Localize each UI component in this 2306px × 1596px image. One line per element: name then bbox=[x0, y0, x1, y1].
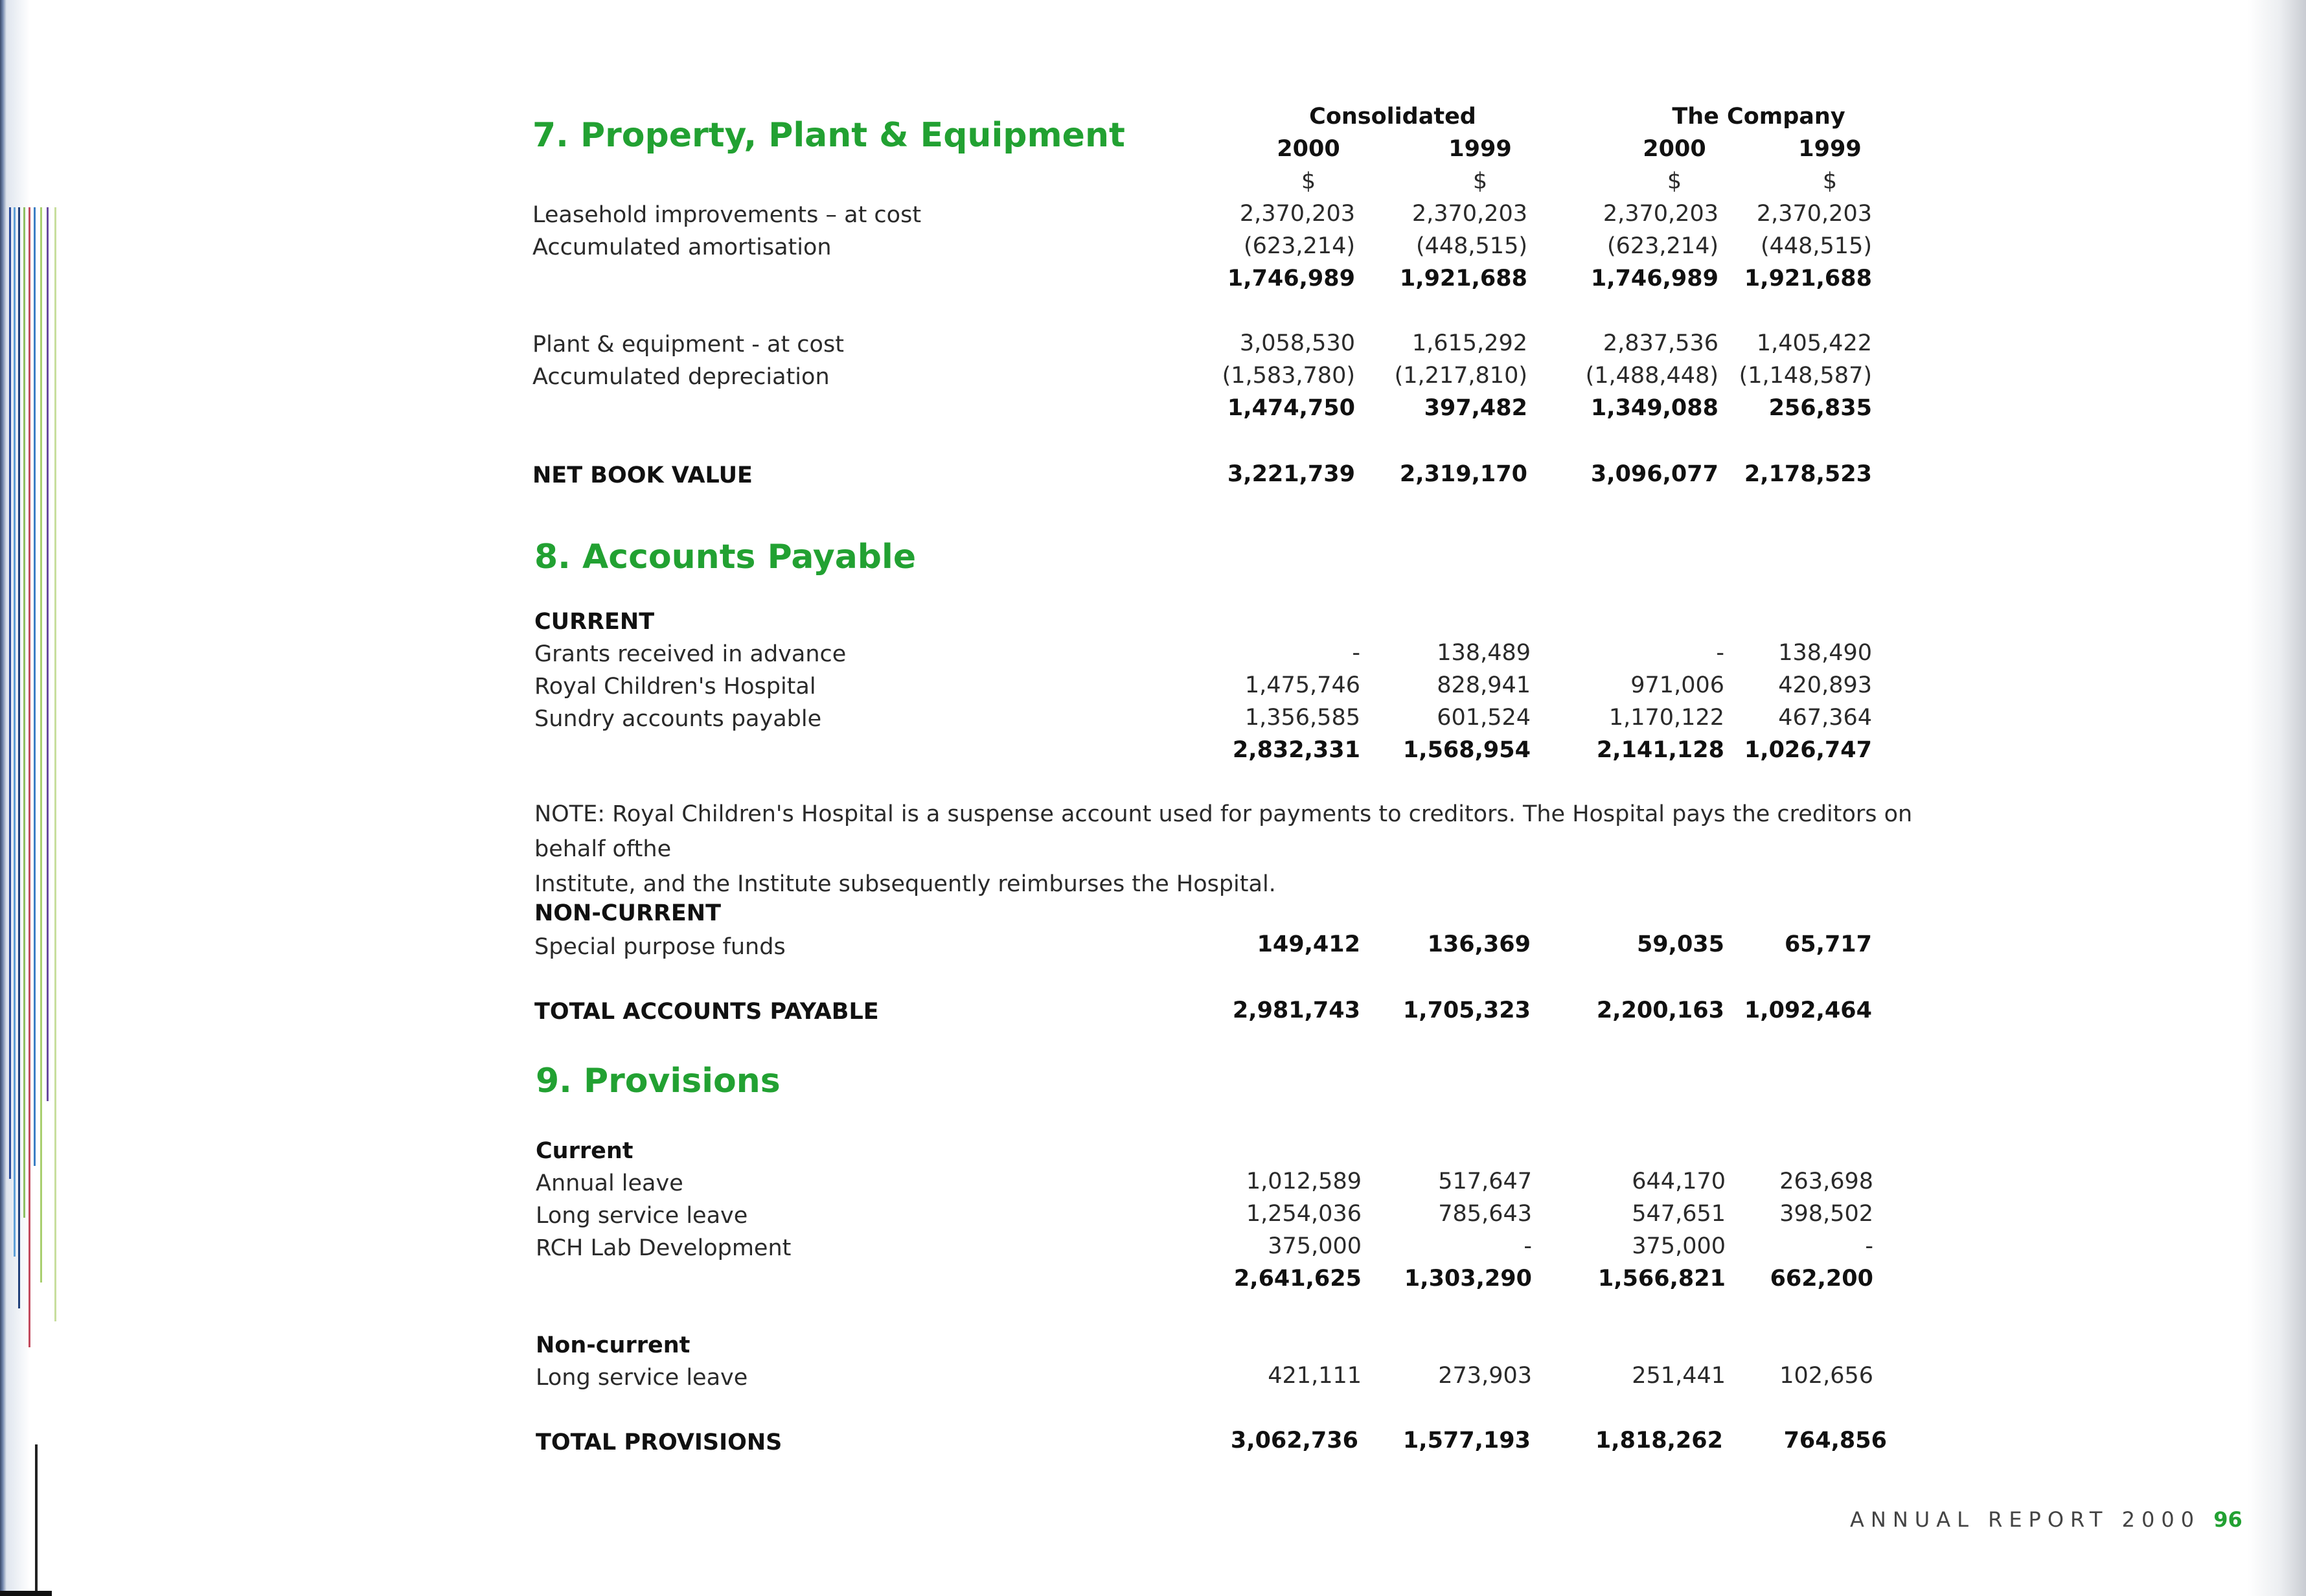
cell-consolidated-1999: - bbox=[1524, 1233, 1532, 1259]
header-consolidated: Consolidated bbox=[1309, 104, 1476, 130]
row-label: Grants received in advance bbox=[534, 641, 847, 667]
cell-consolidated-1999: 1,705,323 bbox=[1402, 998, 1531, 1023]
cell-company-2000: 1,566,821 bbox=[1597, 1266, 1726, 1292]
row-label: Long service leave bbox=[536, 1203, 748, 1229]
cell-consolidated-2000: - bbox=[1352, 640, 1360, 666]
cell-company-1999: 1,026,747 bbox=[1744, 737, 1872, 763]
note-line: NOTE: Royal Children's Hospital is a suspense account used for payments to creditors. The Hospital pays the creditors on behalf ofthe bbox=[534, 801, 1913, 862]
cell-company-1999: 1,405,422 bbox=[1756, 330, 1872, 356]
cell-company-1999: (1,148,587) bbox=[1739, 363, 1872, 389]
header-company-2000: 2000 bbox=[1643, 136, 1706, 162]
row-label: Sundry accounts payable bbox=[534, 706, 822, 732]
cell-company-2000: 1,746,989 bbox=[1590, 266, 1718, 291]
row-label: Leasehold improvements – at cost bbox=[532, 202, 922, 228]
currency-symbol: $ bbox=[1301, 168, 1316, 194]
cell-consolidated-1999: 1,568,954 bbox=[1402, 737, 1531, 763]
row-label: TOTAL ACCOUNTS PAYABLE bbox=[534, 999, 879, 1025]
cell-consolidated-2000: 2,370,203 bbox=[1239, 201, 1355, 227]
footer-text: ANNUAL REPORT 2000 bbox=[1850, 1507, 2201, 1532]
cell-company-1999: 102,656 bbox=[1779, 1363, 1873, 1389]
cell-company-2000: (1,488,448) bbox=[1585, 363, 1718, 389]
cell-consolidated-1999: 273,903 bbox=[1438, 1363, 1532, 1389]
cell-consolidated-2000: 375,000 bbox=[1268, 1233, 1362, 1259]
cell-company-2000: 2,200,163 bbox=[1596, 998, 1724, 1023]
cell-consolidated-2000: 3,221,739 bbox=[1227, 461, 1355, 487]
row-label: Accumulated depreciation bbox=[532, 364, 830, 390]
cell-consolidated-1999: 785,643 bbox=[1438, 1201, 1532, 1227]
page-footer bbox=[1850, 1509, 2243, 1530]
cell-company-2000: 2,837,536 bbox=[1603, 330, 1718, 356]
row-label: TOTAL PROVISIONS bbox=[536, 1430, 782, 1455]
row-label: Plant & equipment - at cost bbox=[532, 332, 844, 358]
cell-company-2000: 2,141,128 bbox=[1596, 737, 1724, 763]
section-8-title: 8. Accounts Payable bbox=[534, 538, 917, 576]
row-label: Long service leave bbox=[536, 1365, 748, 1391]
cell-company-1999: 398,502 bbox=[1779, 1201, 1873, 1227]
cell-company-2000: 3,096,077 bbox=[1590, 461, 1718, 487]
subsection-label: NON-CURRENT bbox=[534, 900, 721, 926]
cell-company-1999: 764,856 bbox=[1783, 1428, 1887, 1454]
cell-company-2000: 2,370,203 bbox=[1603, 201, 1718, 227]
cell-consolidated-1999: 1,615,292 bbox=[1411, 330, 1527, 356]
cell-company-2000: 971,006 bbox=[1630, 672, 1724, 698]
cell-company-1999: - bbox=[1865, 1233, 1873, 1259]
cell-consolidated-2000: 2,832,331 bbox=[1232, 737, 1360, 763]
cell-consolidated-1999: 136,369 bbox=[1427, 931, 1531, 957]
cell-company-1999: 65,717 bbox=[1784, 931, 1872, 957]
currency-symbol: $ bbox=[1822, 168, 1838, 194]
cell-company-1999: 420,893 bbox=[1778, 672, 1872, 698]
page-number: 96 bbox=[2213, 1507, 2243, 1532]
note-paragraph bbox=[534, 797, 1921, 902]
cell-consolidated-1999: 2,319,170 bbox=[1399, 461, 1527, 487]
cell-consolidated-1999: 2,370,203 bbox=[1411, 201, 1527, 227]
cell-consolidated-1999: 138,489 bbox=[1437, 640, 1531, 666]
cell-consolidated-1999: 601,524 bbox=[1437, 705, 1531, 731]
cell-company-1999: 2,178,523 bbox=[1744, 461, 1872, 487]
cell-company-2000: 1,818,262 bbox=[1595, 1428, 1723, 1454]
header-consolidated-2000: 2000 bbox=[1277, 136, 1340, 162]
cell-company-1999: 467,364 bbox=[1778, 705, 1872, 731]
cell-company-2000: 1,349,088 bbox=[1590, 395, 1718, 421]
header-the-company: The Company bbox=[1672, 104, 1845, 130]
cell-company-1999: 1,921,688 bbox=[1744, 266, 1872, 291]
subsection-label: Non-current bbox=[536, 1332, 691, 1358]
cell-consolidated-1999: 397,482 bbox=[1424, 395, 1527, 421]
cell-company-2000: 251,441 bbox=[1632, 1363, 1726, 1389]
cell-company-2000: (623,214) bbox=[1606, 233, 1718, 259]
section-9-title: 9. Provisions bbox=[536, 1062, 781, 1100]
cell-consolidated-2000: 149,412 bbox=[1257, 931, 1360, 957]
cell-company-1999: 138,490 bbox=[1778, 640, 1872, 666]
cell-consolidated-2000: 1,254,036 bbox=[1246, 1201, 1362, 1227]
cell-company-2000: 59,035 bbox=[1636, 931, 1724, 957]
cell-company-2000: - bbox=[1716, 640, 1724, 666]
row-label: Accumulated amortisation bbox=[532, 234, 832, 260]
cell-consolidated-2000: 1,475,746 bbox=[1244, 672, 1360, 698]
cell-company-1999: 1,092,464 bbox=[1744, 998, 1872, 1023]
cell-company-1999: 2,370,203 bbox=[1756, 201, 1872, 227]
currency-symbol: $ bbox=[1472, 168, 1488, 194]
header-consolidated-1999: 1999 bbox=[1448, 136, 1512, 162]
cell-consolidated-1999: 1,303,290 bbox=[1404, 1266, 1532, 1292]
row-label: Special purpose funds bbox=[534, 934, 786, 960]
cell-consolidated-2000: 1,474,750 bbox=[1227, 395, 1355, 421]
section-7-title: 7. Property, Plant & Equipment bbox=[532, 116, 1125, 155]
currency-symbol: $ bbox=[1667, 168, 1682, 194]
cell-consolidated-2000: 3,062,736 bbox=[1230, 1428, 1358, 1454]
note-line: Institute, and the Institute subsequently reimburses the Hospital. bbox=[534, 871, 1276, 897]
cell-company-1999: 263,698 bbox=[1779, 1168, 1873, 1194]
cell-consolidated-2000: 421,111 bbox=[1268, 1363, 1362, 1389]
cell-company-2000: 644,170 bbox=[1632, 1168, 1726, 1194]
cell-consolidated-1999: 828,941 bbox=[1437, 672, 1531, 698]
subsection-label: Current bbox=[536, 1138, 634, 1164]
cell-company-2000: 1,170,122 bbox=[1608, 705, 1724, 731]
cell-consolidated-1999: 1,577,193 bbox=[1402, 1428, 1531, 1454]
header-company-1999: 1999 bbox=[1798, 136, 1862, 162]
cell-consolidated-2000: 2,981,743 bbox=[1232, 998, 1360, 1023]
row-label: Annual leave bbox=[536, 1170, 683, 1196]
cell-consolidated-2000: (1,583,780) bbox=[1222, 363, 1355, 389]
cell-company-2000: 375,000 bbox=[1632, 1233, 1726, 1259]
row-label: NET BOOK VALUE bbox=[532, 462, 753, 488]
cell-consolidated-1999: (448,515) bbox=[1415, 233, 1527, 259]
cell-company-1999: 256,835 bbox=[1768, 395, 1872, 421]
cell-company-1999: (448,515) bbox=[1760, 233, 1872, 259]
cell-consolidated-1999: 517,647 bbox=[1438, 1168, 1532, 1194]
row-label: RCH Lab Development bbox=[536, 1235, 792, 1261]
cell-consolidated-2000: 1,356,585 bbox=[1244, 705, 1360, 731]
cell-consolidated-2000: 3,058,530 bbox=[1239, 330, 1355, 356]
cell-consolidated-1999: (1,217,810) bbox=[1394, 363, 1527, 389]
cell-company-2000: 547,651 bbox=[1632, 1201, 1726, 1227]
cell-consolidated-2000: 1,012,589 bbox=[1246, 1168, 1362, 1194]
cell-consolidated-2000: 2,641,625 bbox=[1233, 1266, 1362, 1292]
subsection-label: CURRENT bbox=[534, 609, 655, 635]
cell-company-1999: 662,200 bbox=[1770, 1266, 1873, 1292]
cell-consolidated-1999: 1,921,688 bbox=[1399, 266, 1527, 291]
row-label: Royal Children's Hospital bbox=[534, 674, 816, 700]
cell-consolidated-2000: (623,214) bbox=[1243, 233, 1355, 259]
cell-consolidated-2000: 1,746,989 bbox=[1227, 266, 1355, 291]
